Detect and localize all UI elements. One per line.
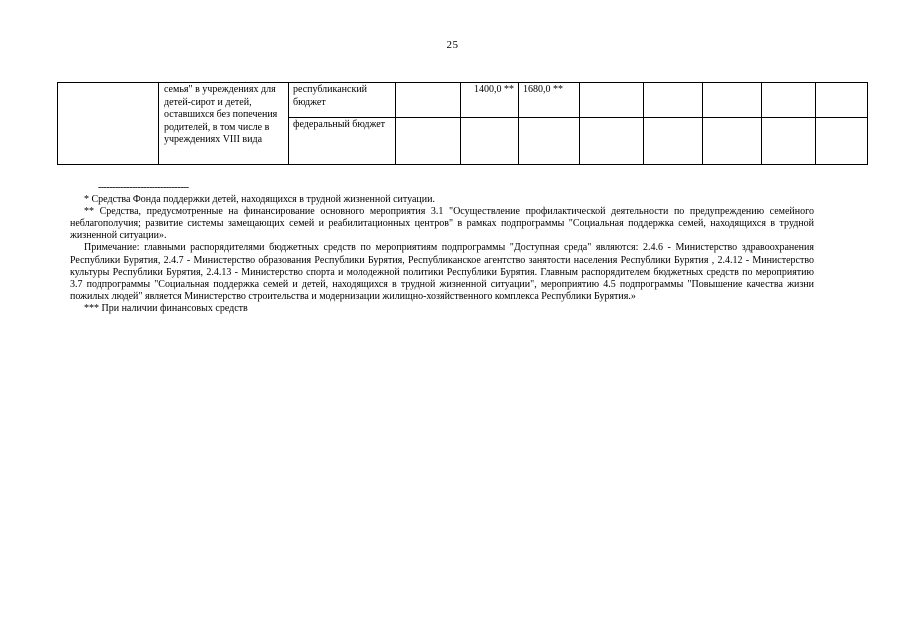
footnote-separator: -------------------------------- xyxy=(98,182,189,193)
footnote-3: *** При наличии финансовых средств xyxy=(84,302,248,314)
table-row xyxy=(58,83,868,118)
program-cell: семья" в учреждениях для детей-сирот и детей, оставшихся без попечения родителей, в том числе в учреждениях VIII вида xyxy=(159,83,289,165)
table-cell xyxy=(644,83,703,118)
table-cell xyxy=(762,118,816,165)
page-number: 25 xyxy=(446,39,459,51)
table-cell xyxy=(703,118,762,165)
value-cell: 1400,0 ** xyxy=(461,83,519,118)
table-cell xyxy=(396,83,461,118)
footnotes xyxy=(70,182,814,315)
table-cell-empty xyxy=(58,83,159,165)
value-cell: 1680,0 ** xyxy=(519,83,580,118)
table-cell xyxy=(816,118,868,165)
budget-table xyxy=(57,82,868,165)
footnote-2: ** Средства, предусмотренные на финансирование основного мероприятия 3.1 "Осуществление профилактической деятельности по предупреждению семейного неблагополучия; развитие системы замещающих семей и реабилитационных центров" в рамках подпрограммы "Социальная поддержка семей, находящихся в трудной жизненной ситуации». xyxy=(70,206,814,242)
table-cell xyxy=(816,83,868,118)
funding-source-cell: республиканский бюджет xyxy=(289,83,396,118)
table-cell xyxy=(703,83,762,118)
value-cell xyxy=(519,118,580,165)
funding-source-cell: федеральный бюджет xyxy=(289,118,396,165)
footnote-1: * Средства Фонда поддержки детей, находящихся в трудной жизненной ситуации. xyxy=(84,194,435,206)
footnote-note: Примечание: главными распорядителями бюджетных средств по мероприятиям подпрограммы "Доступная среда" являются: 2.4.6 - Министерство здравоохранения Республики Бурятия, 2.4.7 - Министерство образования Республики Бурятия, Республиканское агентство занятости населения Республики Бурятия , 2.4.12 - Министерство культуры Республики Бурятия, 2.4.13 - Министерство спорта и молодежной политики Республики Бурятия. Главным распорядителем бюджетных средств по мероприятию 3.7 подпрограммы "Социальная поддержка семей и детей, находящихся в трудной жизненной ситуации", мероприятию 4.5 подпрограммы "Повышение качества жизни пожилых людей" является Министерство строительства и модернизации жилищно-хозяйственного комплекса Республики Бурятия.» xyxy=(70,242,814,302)
table-cell xyxy=(762,83,816,118)
value-cell xyxy=(461,118,519,165)
table-cell xyxy=(396,118,461,165)
table-cell xyxy=(580,83,644,118)
table-cell xyxy=(644,118,703,165)
table-cell xyxy=(580,118,644,165)
